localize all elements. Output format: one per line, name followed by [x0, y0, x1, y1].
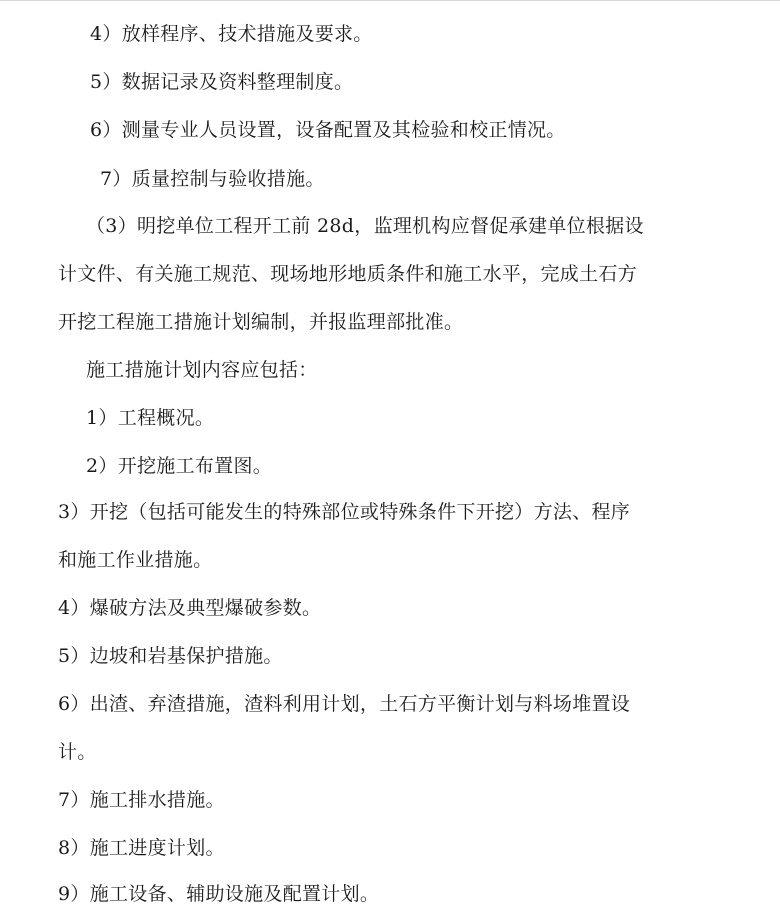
- text-line: 和施工作业措施。: [58, 549, 213, 571]
- text-line: 6）出渣、弃渣措施，渣料利用计划，土石方平衡计划与料场堆置设: [58, 693, 631, 715]
- text-line: 3）开挖（包括可能发生的特殊部位或特殊条件下开挖）方法、程序: [58, 501, 631, 523]
- text-line: （3）明挖单位工程开工前 28d，监理机构应督促承建单位根据设: [86, 215, 644, 237]
- text-line: 8）施工进度计划。: [58, 837, 225, 859]
- text-line: 5）边坡和岩基保护措施。: [58, 645, 283, 667]
- text-line: 7）质量控制与验收措施。: [100, 168, 325, 190]
- text-line: 计文件、有关施工规范、现场地形地质条件和施工水平，完成土石方: [58, 263, 638, 285]
- text-line: 7）施工排水措施。: [58, 789, 225, 811]
- text-line: 5）数据记录及资料整理制度。: [90, 71, 354, 93]
- text-line: 1）工程概况。: [86, 407, 215, 429]
- text-line: 2）开挖施工布置图。: [86, 455, 273, 477]
- text-line: 6）测量专业人员设置，设备配置及其检验和校正情况。: [90, 119, 566, 141]
- text-line: 施工措施计划内容应包括：: [86, 359, 318, 381]
- text-line: 9）施工设备、辅助设施及配置计划。: [58, 883, 380, 905]
- text-line: 开挖工程施工措施计划编制，并报监理部批准。: [58, 311, 464, 333]
- text-line: 计。: [58, 741, 97, 763]
- text-line: 4）爆破方法及典型爆破参数。: [58, 597, 322, 619]
- text-line: 4）放样程序、技术措施及要求。: [90, 23, 373, 45]
